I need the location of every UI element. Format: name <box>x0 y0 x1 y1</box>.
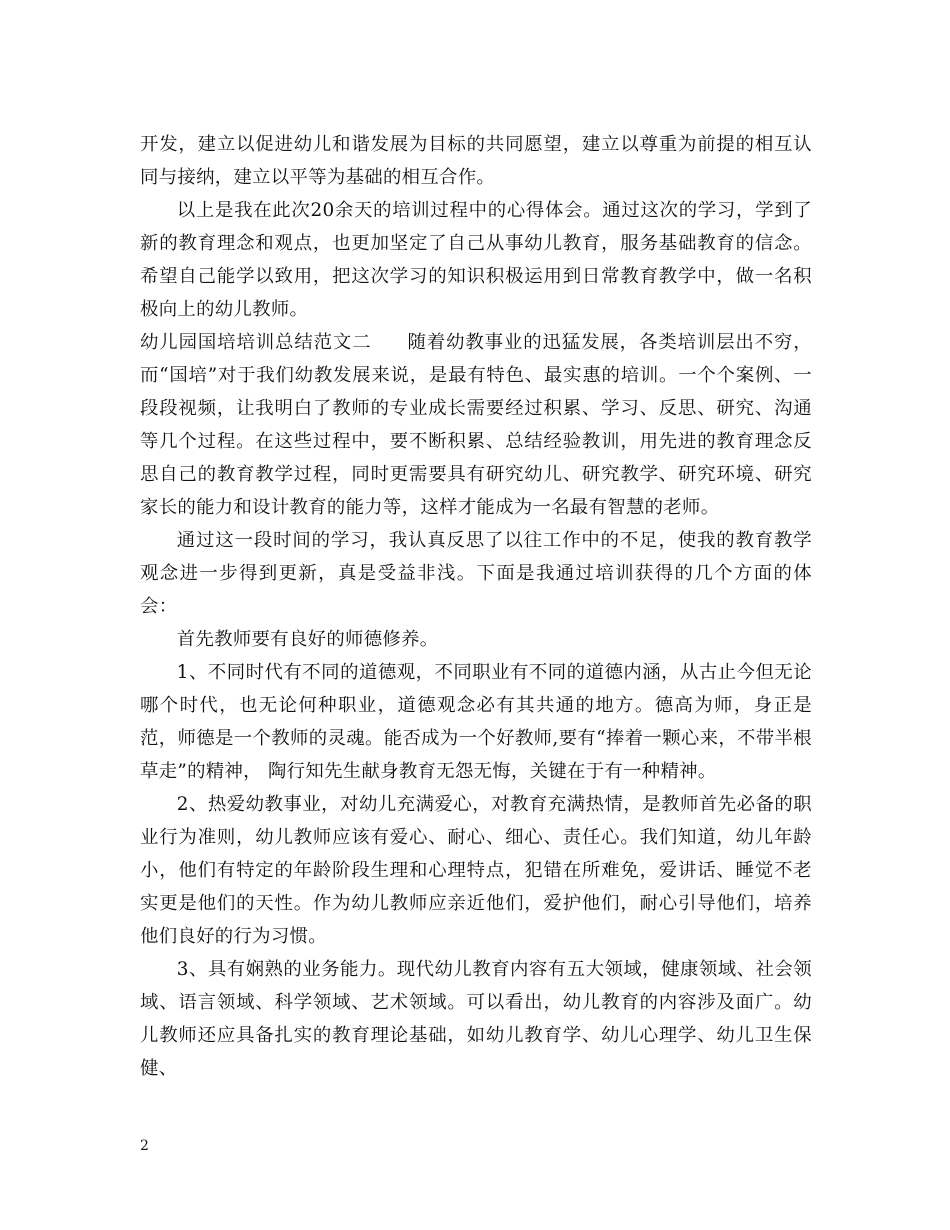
body-text <box>140 128 812 1085</box>
section-heading: 幼儿园国培培训总结范文二 <box>140 332 372 353</box>
paragraph-6: 1、不同时代有不同的道德观，不同职业有不同的道德内涵，从古止今但无论哪个时代，也无论何种职业，道德观念必有其共通的地方。德高为师，身正是范，师德是一个教师的灵魂。能否成为一个好教师,要有“捧着一颗心来，不带半根草走”的精神， 陶行知先生献身教育无怨无悔，关键在于有一种精神。 <box>140 662 812 782</box>
paragraph-7: 2、热爱幼教事业，对幼儿充满爱心，对教育充满热情，是教师首先必备的职业行为准则，幼儿教师应该有爱心、耐心、细心、责任心。我们知道，幼儿年龄小，他们有特定的年龄阶段生理和心理特点，犯错在所难免，爱讲话、睡觉不老实更是他们的天性。作为幼儿教师应亲近他们，爱护他们，耐心引导他们，培养他们良好的行为习惯。 <box>140 794 812 947</box>
paragraph-4: 通过这一段时间的学习，我认真反思了以往工作中的不足，使我的教育教学观念进一步得到更新，真是受益非浅。下面是我通过培训获得的几个方面的体会： <box>140 530 812 617</box>
page-number: 2 <box>140 1138 149 1154</box>
paragraph-1: 开发，建立以促进幼儿和谐发展为目标的共同愿望，建立以尊重为前提的相互认同与接纳，建立以平等为基础的相互合作。 <box>140 134 812 188</box>
paragraph-5: 首先教师要有良好的师德修养。 <box>176 629 439 650</box>
paragraph-2: 以上是我在此次20余天的培训过程中的心得体会。通过这次的学习，学到了新的教育理念和观点，也更加坚定了自己从事幼儿教育，服务基础教育的信念。希望自己能学以致用，把这次学习的知识积极运用到日常教育教学中，做一名积极向上的幼儿教师。 <box>140 200 812 320</box>
paragraph-8: 3、具有娴熟的业务能力。现代幼儿教育内容有五大领域，健康领域、社会领域、语言领域、科学领域、艺术领域。可以看出，幼儿教育的内容涉及面广。幼儿教师还应具备扎实的教育理论基础，如幼儿教育学、幼儿心理学、幼儿卫生保健、 <box>140 959 812 1079</box>
paragraph-3 <box>140 326 812 524</box>
paragraph-3-text: 随着幼教事业的迅猛发展，各类培训层出不穷，而“国培”对于我们幼教发展来说，是最有特色、最实惠的培训。一个个案例、一段段视频，让我明白了教师的专业成长需要经过积累、学习、反思、研究、沟通等几个过程。在这些过程中，要不断积累、总结经验教训，用先进的教育理念反思自己的教育教学过程，同时更需要具有研究幼儿、研究教学、研究环境、研究家长的能力和设计教育的能力等，这样才能成为一名最有智慧的老师。 <box>140 332 812 518</box>
